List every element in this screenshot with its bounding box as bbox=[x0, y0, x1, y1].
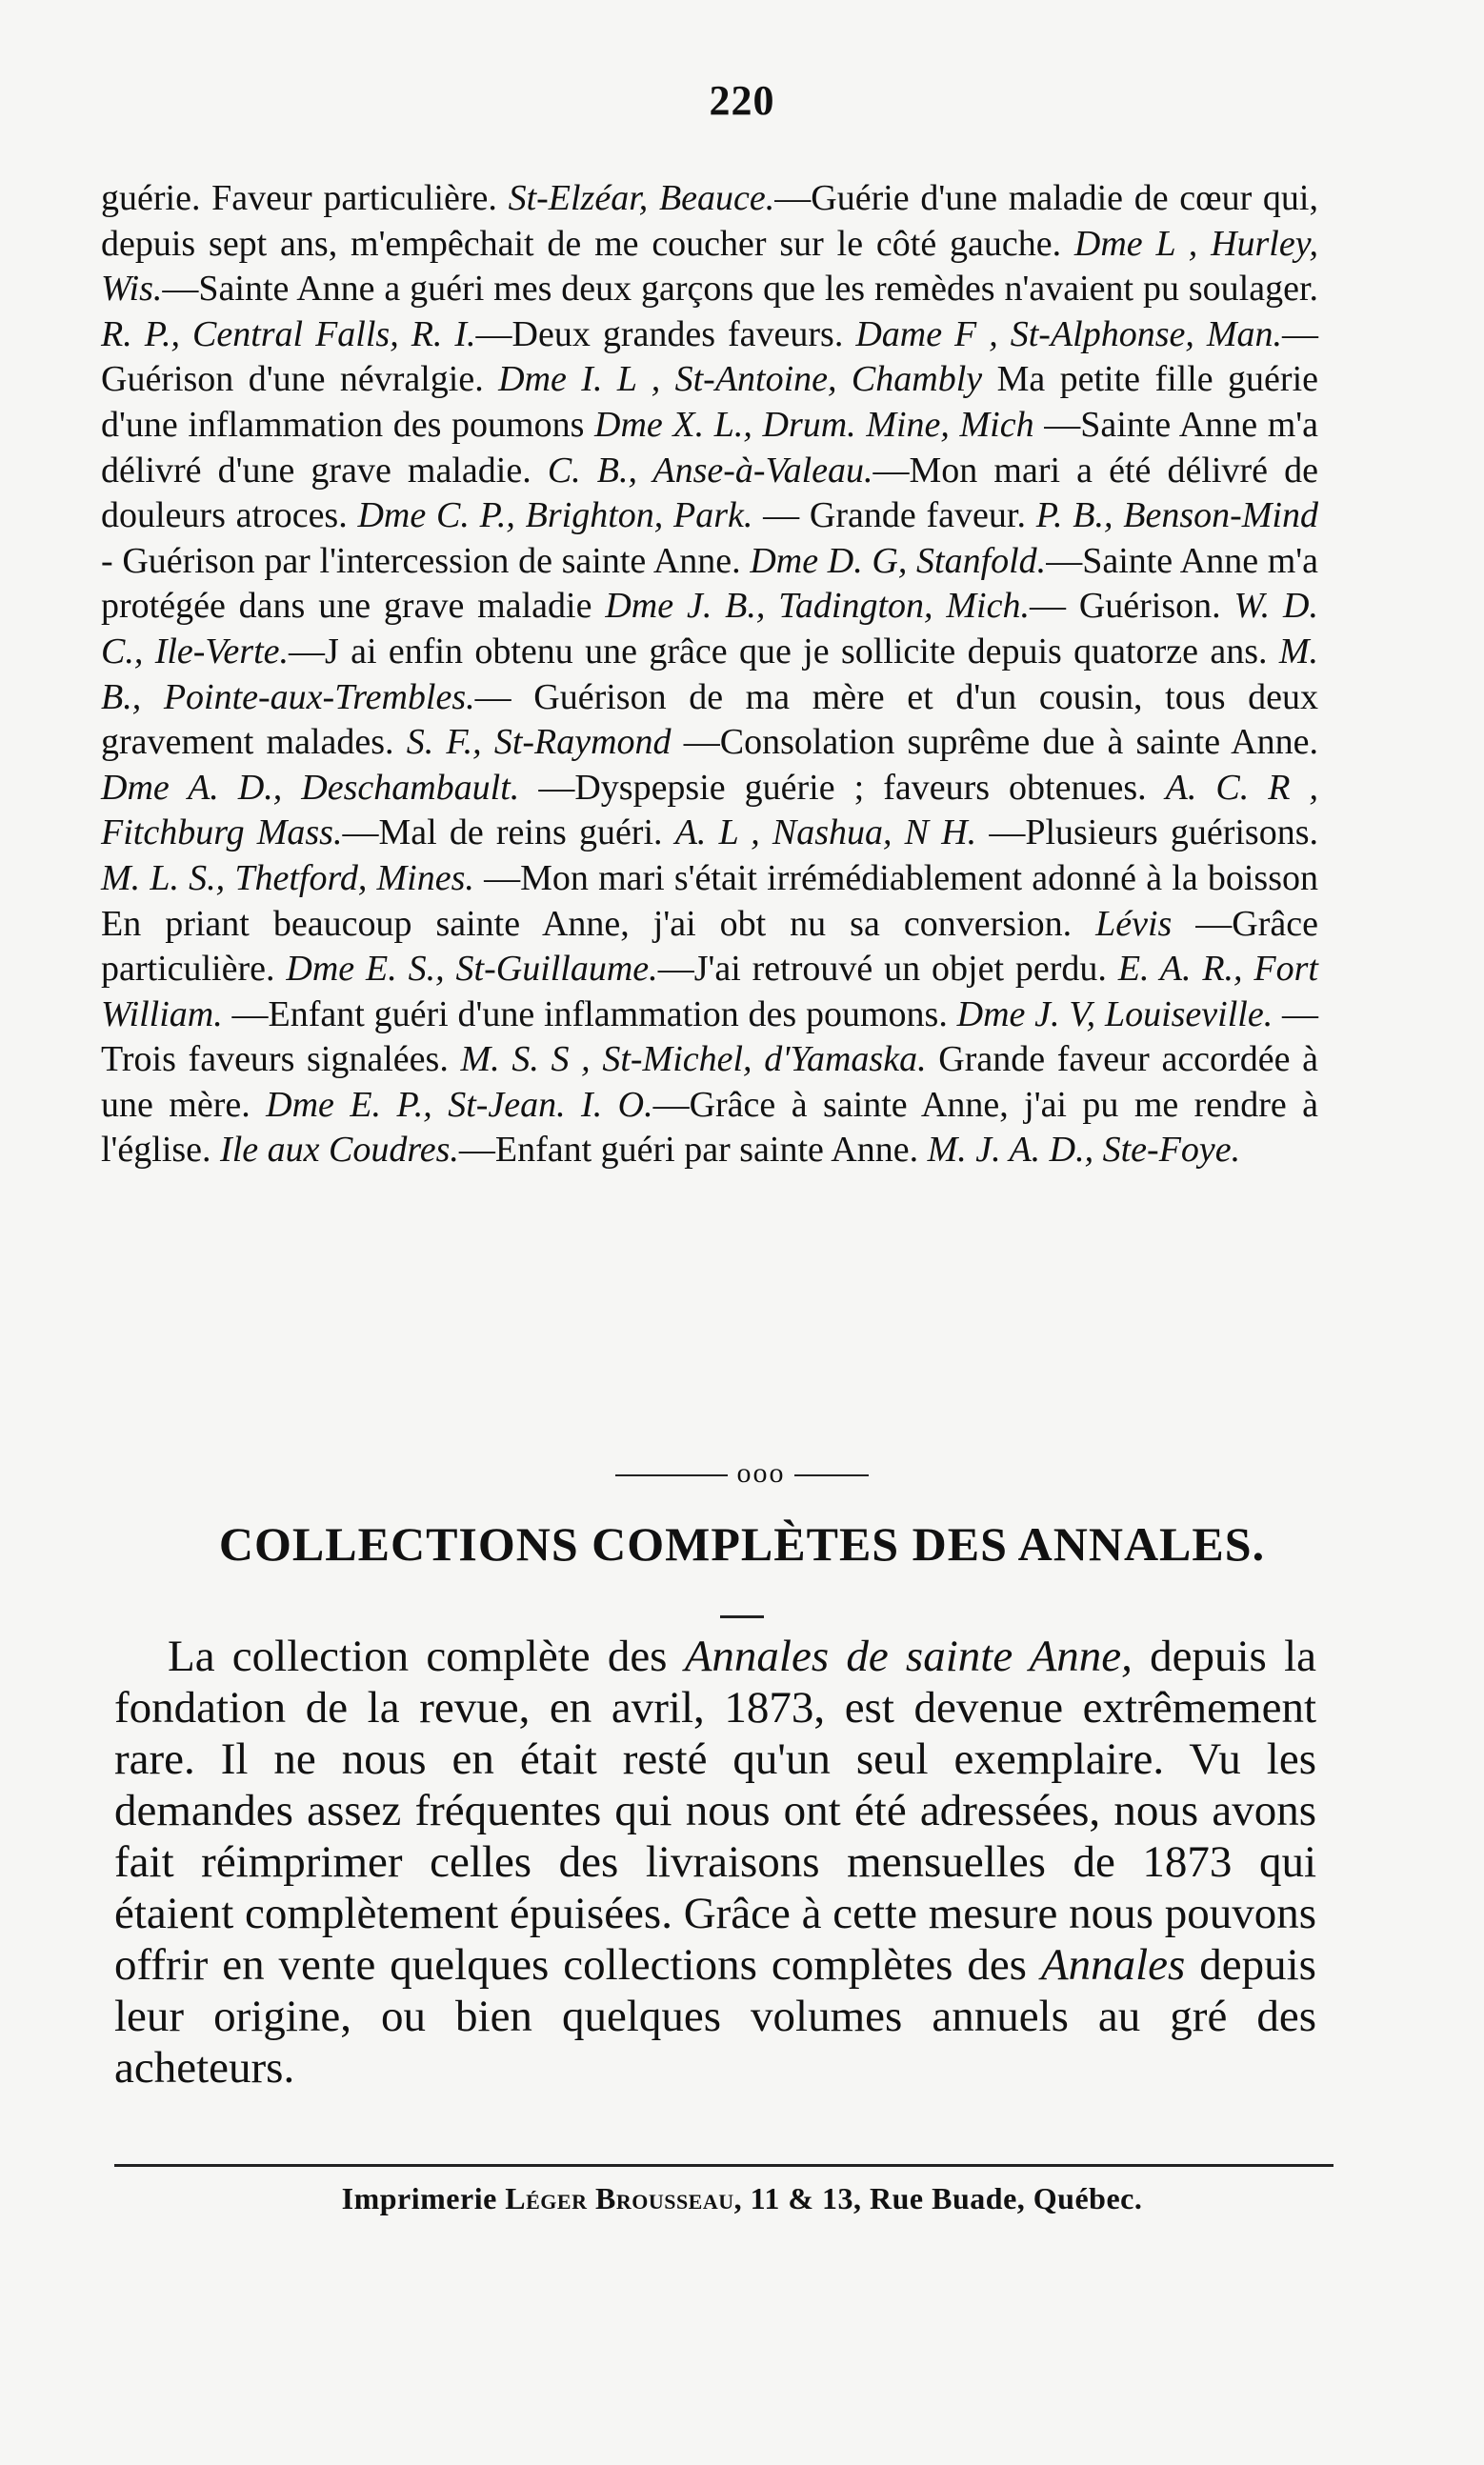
favor-attribution: Dme L , Hurley, Wis. bbox=[101, 223, 1318, 310]
favor-text: —J ai enfin obtenu une grâce que je sollicite depuis quatorze ans. bbox=[289, 631, 1279, 671]
annales-title-2: Annales bbox=[1040, 1940, 1186, 1990]
imprint-address: 11 & 13, Rue Buade, Québec. bbox=[750, 2181, 1143, 2215]
favor-attribution: M. B., Pointe-aux-Trembles. bbox=[101, 631, 1319, 717]
favor-attribution: P. B., Benson-Mind bbox=[1035, 495, 1318, 536]
favors-list bbox=[101, 176, 1318, 1173]
favor-attribution: Dme E. S., St-Guillaume. bbox=[286, 949, 658, 990]
favor-text: —Plusieurs guérisons. bbox=[976, 812, 1318, 853]
section-title: COLLECTIONS COMPLÈTES DES ANNALES. bbox=[218, 1517, 1266, 1571]
favor-text: - Guérison par l'intercession de sainte Anne. bbox=[101, 540, 751, 581]
separator bbox=[0, 1457, 1484, 1490]
favor-text: —Mon mari s'était irrémédiablement adonné à la boisson En priant beaucoup sainte Anne, j'ai obt nu sa conversion. bbox=[101, 857, 1319, 944]
favor-text: —Mal de reins guéri. bbox=[342, 812, 675, 853]
favor-text: —Enfant guéri d'une inflammation des poumons. bbox=[222, 993, 957, 1034]
favor-attribution: St-Elzéar, Beauce. bbox=[508, 178, 775, 218]
favor-attribution: Dme I. L , St-Antoine, Chambly bbox=[498, 359, 983, 400]
favor-text: —Guérie d'une maladie de cœur qui, depuis sept ans, m'empêchait de me coucher sur le côté gauche. bbox=[101, 178, 1318, 264]
annales-text-3: depuis leur origine, ou bien quelques volumes annuels au gré des acheteurs. bbox=[114, 1940, 1316, 2093]
favor-attribution: Dme D. G, Stanfold. bbox=[750, 540, 1047, 581]
favor-text: guérie. bbox=[101, 178, 201, 218]
favor-attribution: M. J. A. D., Ste-Foye. bbox=[927, 1130, 1241, 1171]
favor-text: Grande faveur accordée à une mère. bbox=[101, 1039, 1318, 1125]
favor-attribution: A. C. R , Fitchburg Mass. bbox=[101, 767, 1318, 853]
imprint bbox=[0, 2181, 1484, 2216]
favor-text: —Sainte Anne m'a protégée dans une grave maladie bbox=[101, 540, 1319, 627]
separator-dash-right bbox=[794, 1474, 869, 1476]
favor-attribution: Lévis bbox=[1095, 903, 1173, 944]
favor-attribution: Dme J. V, Louiseville. bbox=[956, 993, 1273, 1034]
favor-text: —Consolation suprême due à sainte Anne. bbox=[671, 722, 1318, 763]
page-number: 220 bbox=[709, 77, 775, 124]
favor-attribution: C. B., Anse-à-Valeau. bbox=[547, 450, 873, 491]
separator-dash-left bbox=[615, 1474, 728, 1476]
separator-ornament: ooo bbox=[736, 1457, 786, 1489]
favor-text: —Sainte Anne m'a délivré d'une grave maladie. bbox=[101, 404, 1318, 491]
imprint-prefix: Imprimerie bbox=[341, 2181, 497, 2215]
annales-paragraph bbox=[114, 1631, 1316, 2094]
favor-attribution: A. L , Nashua, N H. bbox=[674, 812, 977, 853]
favor-attribution: Dme C. P., Brighton, Park. bbox=[357, 495, 753, 536]
favor-attribution: Dme X. L., Drum. Mine, Mich bbox=[594, 404, 1034, 445]
favor-text: —Enfant guéri par sainte Anne. bbox=[458, 1130, 928, 1171]
favor-attribution: S. F., St-Raymond bbox=[406, 722, 672, 763]
favor-text: —Mon mari a été délivré de douleurs atroces. bbox=[101, 450, 1318, 536]
favor-text: —Deux grandes faveurs. bbox=[475, 313, 856, 354]
favor-text: Ma petite fille guérie d'une inflammation des poumons bbox=[101, 359, 1318, 445]
imprint-printer: Léger Brousseau, bbox=[505, 2181, 743, 2215]
favor-attribution: Dme E. P., St-Jean. I. O. bbox=[266, 1084, 653, 1125]
favor-text: —Dyspepsie guérie ; faveurs obtenues. bbox=[519, 767, 1166, 808]
favor-attribution: M. L. S., Thetford, Mines. bbox=[101, 857, 474, 898]
annales-text-1: La collection complète des bbox=[168, 1632, 685, 1681]
favor-attribution: M. S. S , St-Michel, d'Yamaska. bbox=[460, 1039, 927, 1080]
favor-attribution: Ile aux Coudres. bbox=[220, 1130, 459, 1171]
favor-attribution: R. P., Central Falls, R. I. bbox=[101, 313, 476, 354]
favor-text: —Guérison d'une névralgie. bbox=[101, 313, 1318, 400]
title-rule bbox=[720, 1615, 764, 1618]
favor-attribution: W. D. C., Ile-Verte. bbox=[101, 586, 1318, 671]
annales-text-2: depuis la fondation de la revue, en avril, 1873, est devenue extrêmement rare. Il ne nous en était resté qu'un seul exemplaire. Vu les demandes assez fréquentes qui nous ont été adressées, nous avons fait réimprimer celles des livraisons mensuelles de 1873 qui étaient complètement épuisées. Grâce à cette mesure nous pouvons offrir en vente quelques collections complètes des bbox=[114, 1632, 1317, 1990]
favor-text: —Trois faveurs signalées. bbox=[101, 993, 1318, 1080]
favor-text: Faveur particulière. bbox=[200, 178, 509, 218]
favor-text: —Sainte Anne a guéri mes deux garçons que les remèdes n'avaient pu soulager. bbox=[162, 269, 1318, 310]
favor-text: — Guérison de ma mère et d'un cousin, tous deux gravement malades. bbox=[101, 676, 1318, 763]
favor-attribution: E. A. R., Fort William. bbox=[101, 949, 1318, 1034]
favor-text: — Grande faveur. bbox=[752, 495, 1036, 536]
favor-text: —J'ai retrouvé un objet perdu. bbox=[657, 949, 1118, 990]
favor-attribution: Dme A. D., Deschambault. bbox=[101, 767, 520, 808]
favor-attribution: Dame F , St-Alphonse, Man. bbox=[855, 313, 1282, 354]
favor-text: —Grâce particulière. bbox=[101, 903, 1318, 990]
favor-attribution: Dme J. B., Tadington, Mich. bbox=[605, 586, 1030, 627]
favor-text: —Grâce à sainte Anne, j'ai pu me rendre à l'église. bbox=[101, 1084, 1318, 1171]
annales-title-1: Annales de sainte Anne, bbox=[684, 1632, 1133, 1681]
footer-rule bbox=[114, 2164, 1334, 2167]
favor-text: — Guérison. bbox=[1029, 586, 1234, 627]
